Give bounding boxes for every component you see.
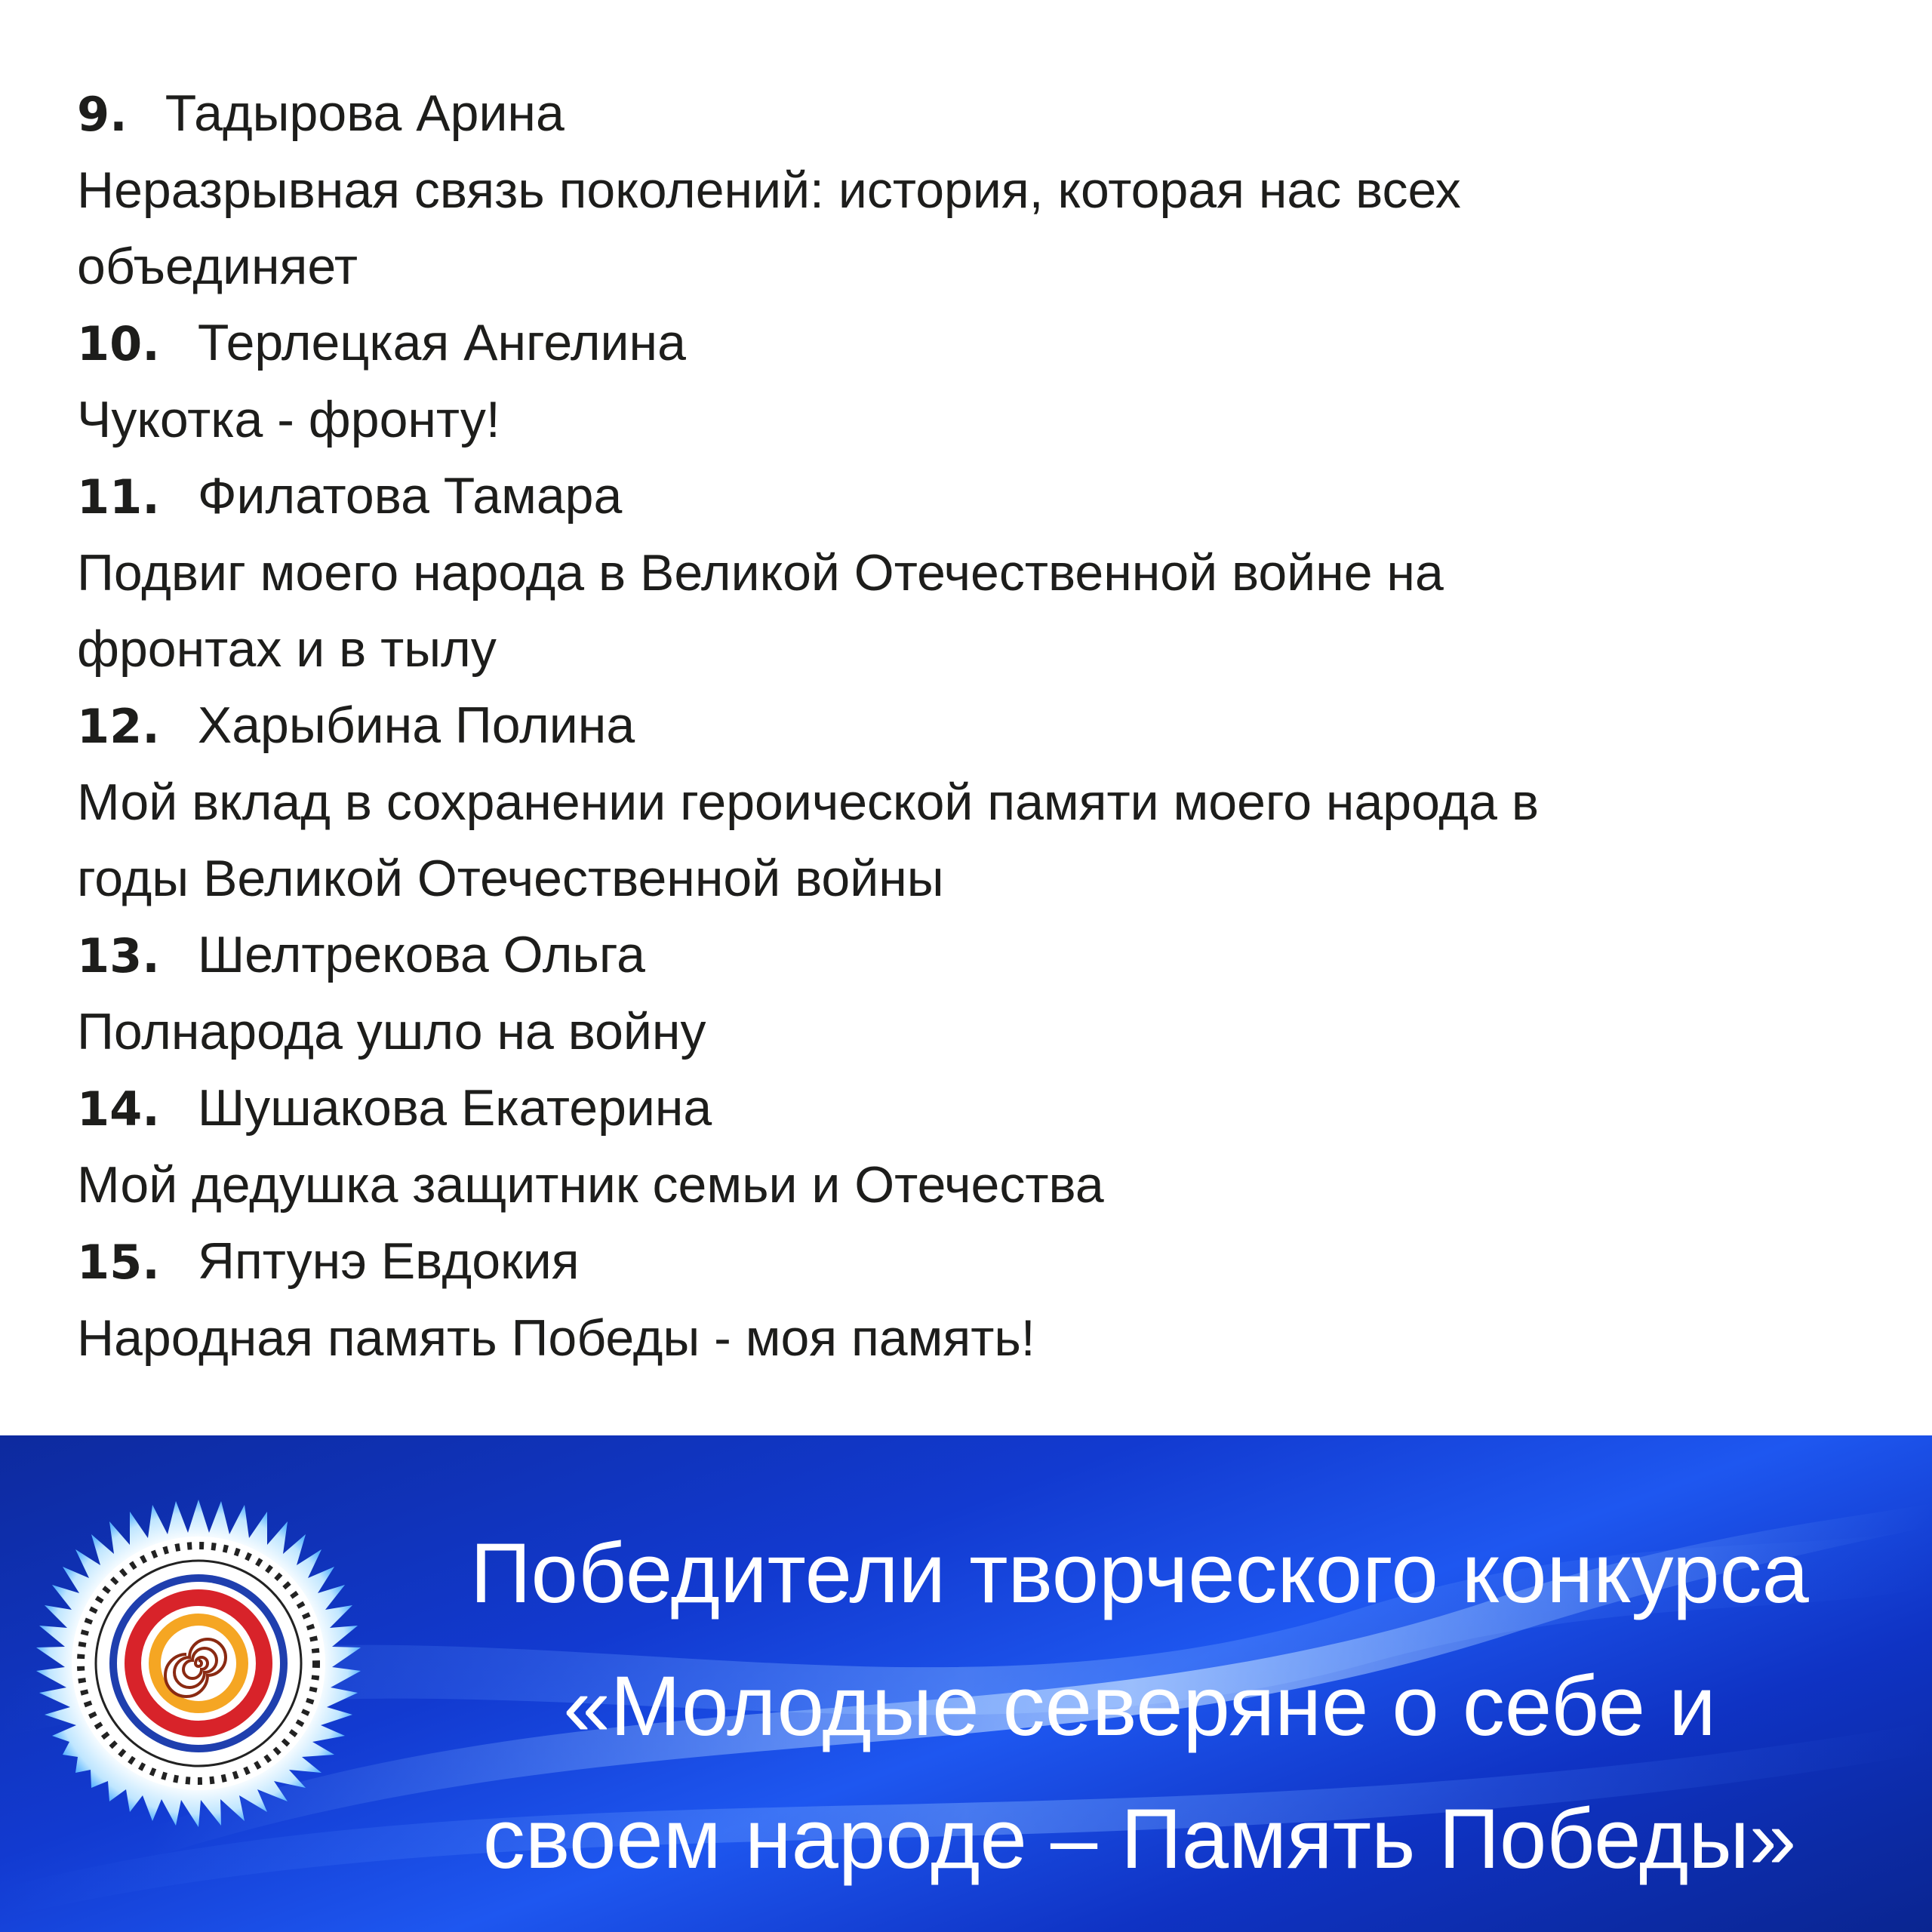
entry-heading bbox=[77, 75, 1903, 152]
entry-number: 10. bbox=[77, 316, 160, 371]
entry-work-title-line: Мой дедушка защитник семьи и Отечества bbox=[77, 1156, 1104, 1214]
entry-work-title-line: Мой вклад в сохранении героической памяти моего народа в bbox=[77, 774, 1539, 831]
entry-work-title-line: объединяет bbox=[77, 238, 358, 295]
entry-heading bbox=[77, 458, 1903, 535]
winner-entry bbox=[77, 1223, 1903, 1377]
entry-heading bbox=[77, 688, 1903, 764]
entry-work-title-line: Неразрывная связь поколений: история, которая нас всех bbox=[77, 162, 1461, 219]
entry-work-title-line: Чукотка - фронту! bbox=[77, 391, 500, 448]
banner-title-line: «Молодые северяне о себе и bbox=[563, 1659, 1716, 1753]
banner-title-line: своем народе – Память Победы» bbox=[482, 1792, 1797, 1886]
entry-work-title-line: Полнарода ушло на войну bbox=[77, 1003, 706, 1060]
winner-entry bbox=[77, 1070, 1903, 1223]
entry-number: 13. bbox=[77, 928, 160, 983]
winners-list bbox=[77, 75, 1903, 1377]
entry-heading bbox=[77, 1223, 1903, 1300]
entry-author: Тадырова Арина bbox=[165, 85, 565, 142]
entry-heading bbox=[77, 305, 1903, 382]
entry-author: Шушакова Екатерина bbox=[197, 1079, 712, 1137]
entry-work-title-line: Народная память Победы - моя память! bbox=[77, 1309, 1035, 1367]
winner-entry bbox=[77, 305, 1903, 458]
entry-author: Яптунэ Евдокия bbox=[197, 1232, 580, 1290]
entry-author: Шелтрекова Ольга bbox=[197, 926, 645, 983]
entry-author: Терлецкая Ангелина bbox=[197, 314, 686, 371]
entry-number: 15. bbox=[77, 1235, 160, 1290]
entry-number: 12. bbox=[77, 699, 160, 754]
entry-author: Филатова Тамара bbox=[197, 467, 623, 525]
festival-emblem-icon bbox=[21, 1500, 376, 1854]
entry-work-title-line: фронтах и в тылу bbox=[77, 620, 497, 678]
entry-number: 11. bbox=[77, 469, 160, 525]
winner-entry bbox=[77, 917, 1903, 1070]
winner-entry bbox=[77, 458, 1903, 688]
banner-title-line: Победители творческого конкурса bbox=[470, 1526, 1809, 1620]
entry-heading bbox=[77, 1070, 1903, 1147]
entry-number: 9. bbox=[77, 87, 128, 142]
winner-entry bbox=[77, 688, 1903, 917]
winner-entry bbox=[77, 75, 1903, 305]
entry-work-title-line: Подвиг моего народа в Великой Отечественной войне на bbox=[77, 544, 1444, 601]
entry-work-title-line: годы Великой Отечественной войны bbox=[77, 850, 944, 907]
entry-author: Харыбина Полина bbox=[197, 697, 635, 754]
entry-heading bbox=[77, 917, 1903, 994]
banner-title bbox=[362, 1507, 1917, 1906]
entry-number: 14. bbox=[77, 1081, 160, 1137]
contest-banner bbox=[0, 1435, 1932, 1932]
